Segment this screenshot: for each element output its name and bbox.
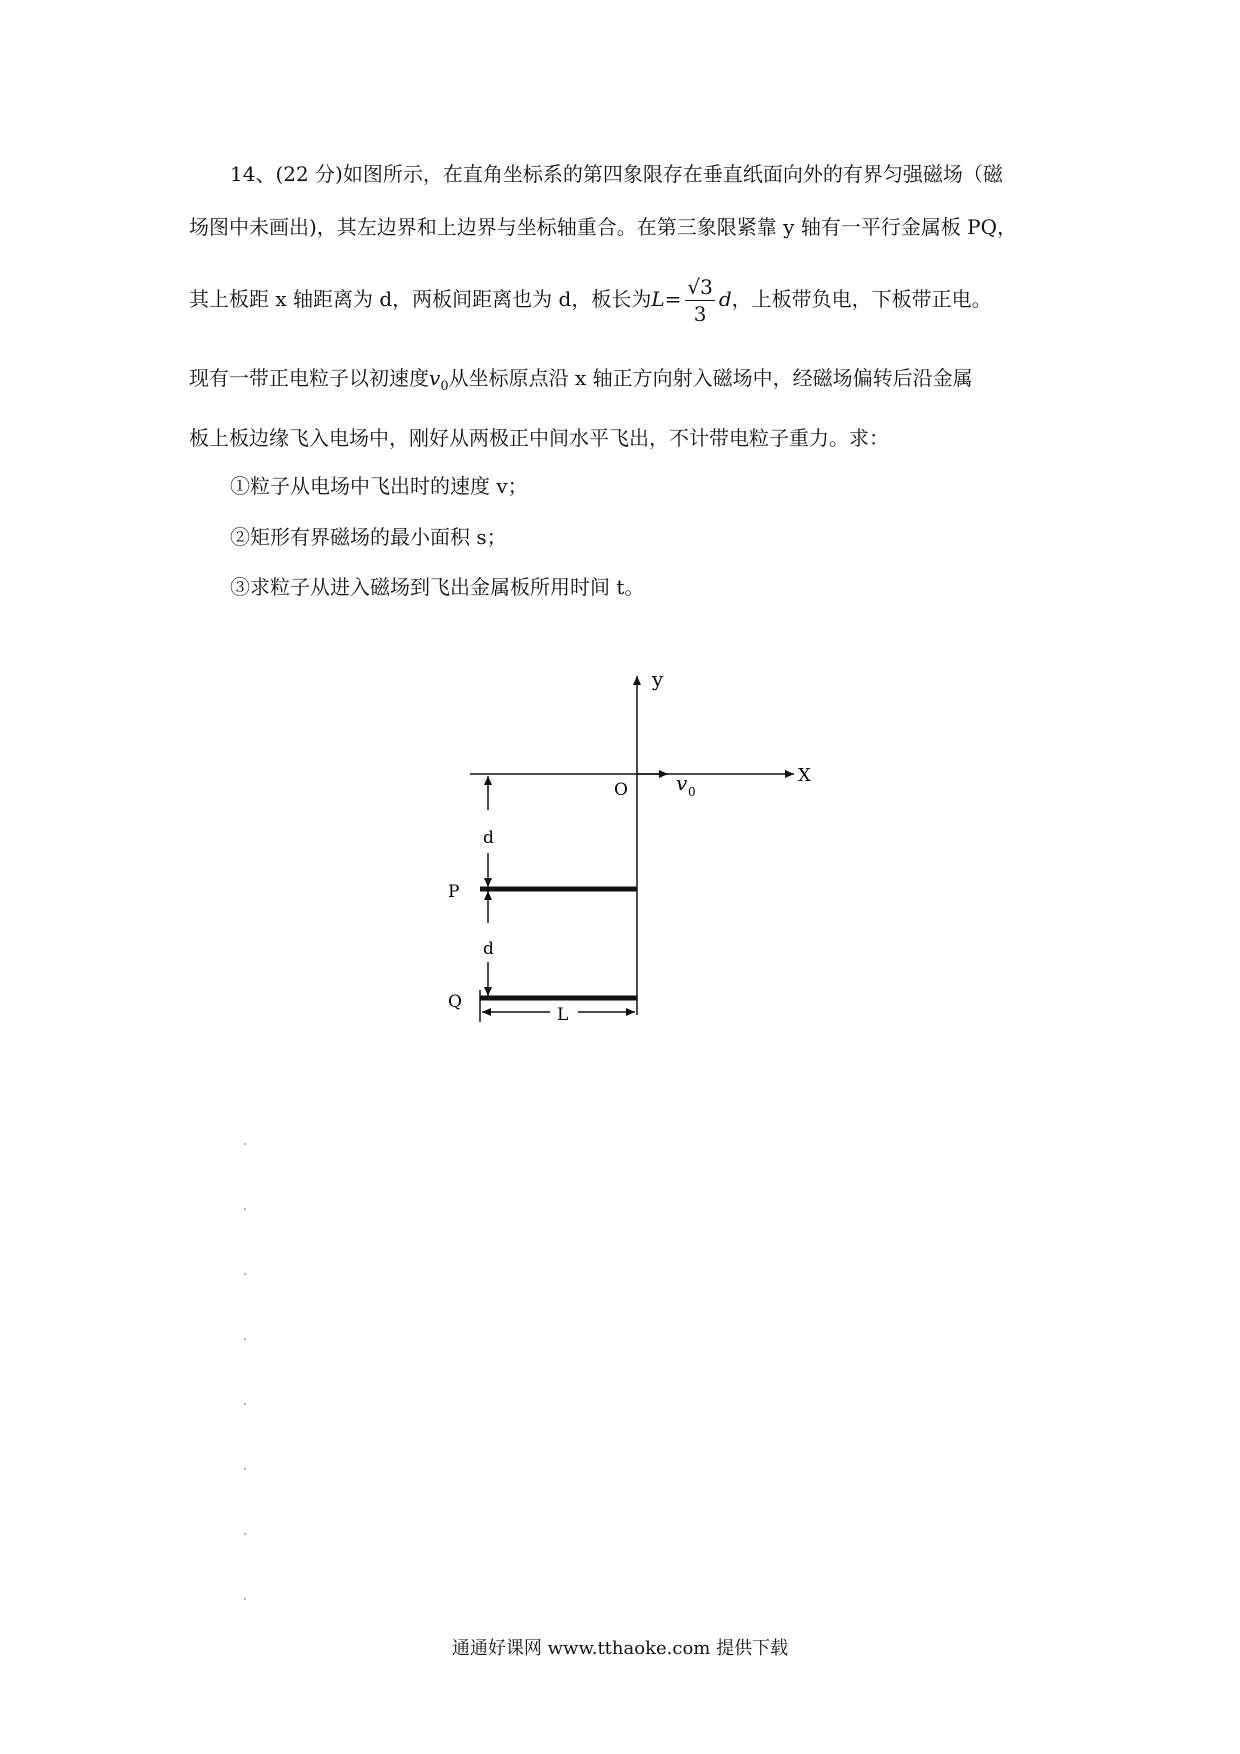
line3-text: 其上板距 x 轴距离为 d，两板间距离也为 d，板长为: [189, 287, 652, 311]
question-1: ①粒子从电场中飞出时的速度 v；: [230, 474, 528, 498]
margin-dot: [244, 1403, 246, 1405]
d-label-lower: d: [483, 939, 494, 959]
margin-dot: [244, 1468, 246, 1470]
margin-dot: [244, 1273, 246, 1275]
problem-line-2: 场图中未画出)，其左边界和上边界与坐标轴重合。在第三象限紧靠 y 轴有一平行金属板 PQ，: [189, 215, 1018, 239]
v0-symbol: v: [429, 366, 441, 390]
origin-label: O: [614, 780, 628, 800]
y-label: y: [652, 667, 664, 691]
problem-line-1: 14、(22 分)如图所示，在直角坐标系的第四象限存在垂直纸面向外的有界匀强磁场（磁: [230, 162, 1003, 186]
d-label-upper: d: [483, 828, 494, 848]
problem-line-5: 板上板边缘飞入电场中，刚好从两极正中间水平飞出，不计带电粒子重力。求：: [189, 426, 889, 450]
margin-dot: [244, 1208, 246, 1210]
fraction-denominator: 3: [693, 302, 707, 326]
footer-text: 通通好课网 www.tthaoke.com 提供下载: [451, 1638, 789, 1659]
q-label: Q: [448, 992, 462, 1012]
margin-dot: [244, 1533, 246, 1535]
v0-label-sub: 0: [688, 785, 696, 799]
margin-dot: [244, 1338, 246, 1340]
formula-eq: =: [664, 287, 682, 311]
p-label: P: [448, 882, 460, 902]
question-3: ③求粒子从进入磁场到飞出金属板所用时间 t。: [230, 575, 645, 599]
line4-tail: 从坐标原点沿 x 轴正方向射入磁场中，经磁场偏转后沿金属: [448, 366, 973, 390]
formula-L: L: [651, 287, 665, 311]
margin-dot: [244, 1598, 246, 1600]
line3-tail: ，上板带负电，下板带正电。: [731, 287, 992, 311]
l-label: L: [557, 1005, 569, 1025]
fraction-numerator: √3: [687, 275, 713, 299]
formula-d: d: [718, 287, 732, 311]
v0-subscript: 0: [440, 379, 449, 394]
question-2: ②矩形有界磁场的最小面积 s；: [230, 525, 507, 549]
margin-dot: [244, 1143, 246, 1145]
x-label: X: [798, 765, 811, 786]
line4-text: 现有一带正电粒子以初速度: [189, 366, 429, 390]
v0-label: v: [676, 771, 688, 795]
